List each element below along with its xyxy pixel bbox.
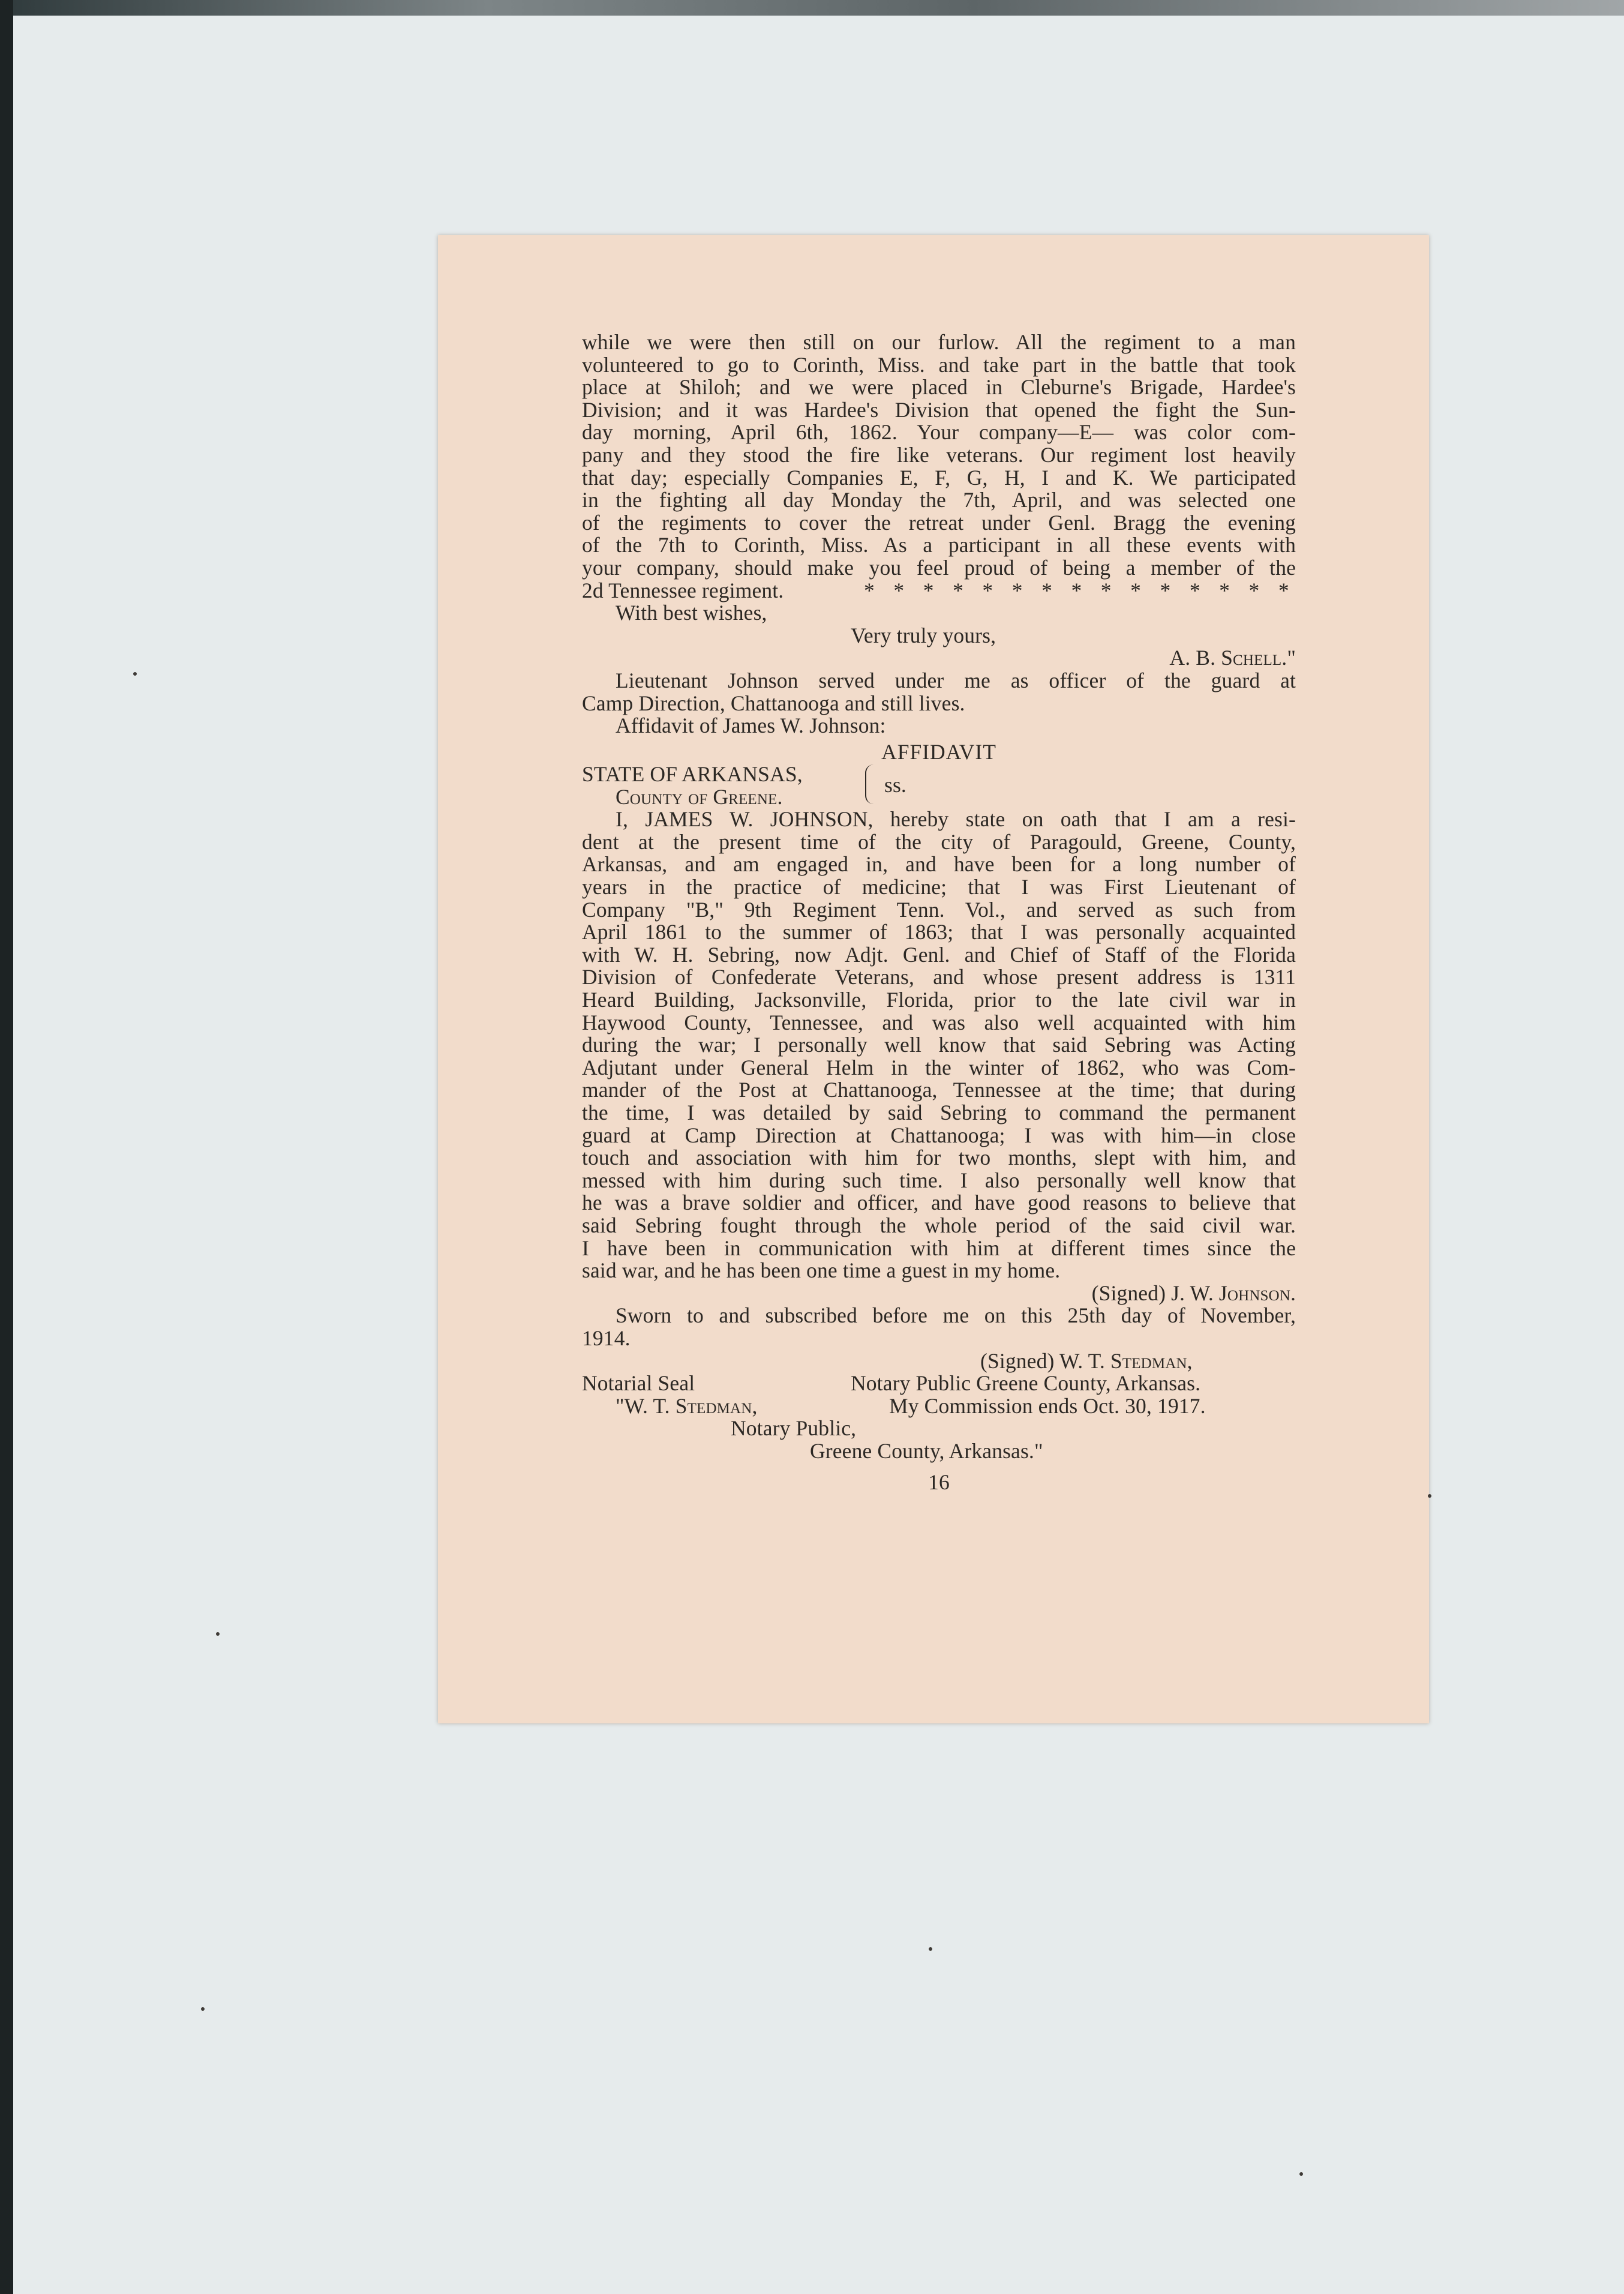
- letter-line: Division; and it was Hardee's Division that opened the fight the Sun-: [582, 397, 1296, 422]
- letter-last-line: [582, 580, 1296, 602]
- affidavit-line: messed with him during such time. I also personally well know that: [582, 1168, 1296, 1192]
- speck: [929, 1947, 932, 1951]
- affidavit-line: the time, I was detailed by said Sebring to command the permanent: [582, 1100, 1296, 1124]
- jurat-line: Sworn to and subscribed before me on this 25th day of November,: [616, 1303, 1296, 1328]
- affiant-signed-prefix: (Signed) J. W.: [1091, 1281, 1214, 1305]
- affidavit-line: I, JAMES W. JOHNSON, hereby state on oath that I am a resi-: [616, 807, 1296, 832]
- notary-signature: [582, 1350, 1296, 1373]
- letter-line: volunteered to go to Corinth, Miss. and take part in the battle that took: [582, 352, 1296, 377]
- ellipsis-stars: * * * * * * * * * * * * * * *: [864, 578, 1296, 602]
- notarial-seal-label: Notarial Seal: [582, 1371, 695, 1396]
- seal-name-text: Stedman,: [675, 1393, 758, 1418]
- affidavit-line: Haywood County, Tennessee, and was also well acquainted with him: [582, 1010, 1296, 1034]
- venue-brace: [865, 764, 877, 804]
- affidavit-line: Adjutant under General Helm in the winter of 1862, who was Com-: [582, 1055, 1296, 1079]
- notary-signed-name: Stedman,: [1110, 1348, 1193, 1373]
- affidavit-line: touch and association with him for two months, slept with him, and: [582, 1145, 1296, 1170]
- seal-name: [582, 1395, 889, 1418]
- speck: [1299, 2172, 1303, 2176]
- letter-line: your company, should make you feel proud of being a member of the: [582, 555, 1296, 580]
- page-number: 16: [928, 1470, 950, 1494]
- venue-county: County of Greene.: [616, 784, 783, 809]
- letter-line: day morning, April 6th, 1862. Your company—E— was color com-: [582, 420, 1296, 445]
- jurat-year: 1914.: [582, 1326, 631, 1350]
- affidavit-line: mander of the Post at Chattanooga, Tennessee at the time; that during: [582, 1078, 1296, 1102]
- speck: [216, 1632, 220, 1636]
- affidavit-line: years in the practice of medicine; that I was First Lieutenant of: [582, 875, 1296, 899]
- letter-last-text: 2d Tennessee regiment.: [582, 578, 784, 602]
- notary-commission: My Commission ends Oct. 30, 1917.: [889, 1393, 1206, 1418]
- affidavit-heading: AFFIDAVIT: [881, 739, 996, 764]
- narration: [582, 670, 1296, 737]
- narration-line: Lieutenant Johnson served under me as officer of the guard at: [616, 668, 1296, 692]
- scanner-top-edge: [0, 0, 1624, 16]
- letter-line: while we were then still on our furlow. All the regiment to a man: [582, 330, 1296, 354]
- notary-signed-prefix: (Signed) W. T.: [980, 1348, 1105, 1373]
- venue-state: STATE OF ARKANSAS,: [582, 762, 803, 787]
- affiant-signed-name: Johnson.: [1218, 1281, 1296, 1305]
- letter-line: that day; especially Companies E, F, G, H, I and K. We participated: [582, 465, 1296, 490]
- affidavit-line: Division of Confederate Veterans, and whose present address is 1311: [582, 965, 1296, 989]
- letter-valediction: Very truly yours,: [851, 623, 996, 647]
- signature-name: A. B. Schell.: [1169, 646, 1287, 670]
- affidavit-line: dent at the present time of the city of Paragould, Greene, County,: [582, 829, 1296, 854]
- affidavit-line: Arkansas, and am engaged in, and have been for a long number of: [582, 852, 1296, 877]
- affidavit-line: with W. H. Sebring, now Adjt. Genl. and Chief of Staff of the Florida: [582, 942, 1296, 967]
- notary-row-1: [582, 1372, 1296, 1395]
- affidavit-intro: Affidavit of James W. Johnson:: [616, 713, 886, 738]
- signature-close-quote: ": [1287, 646, 1296, 670]
- seal-title: Notary Public,: [731, 1416, 857, 1441]
- speck: [133, 672, 137, 676]
- affidavit-line: Heard Building, Jacksonville, Florida, prior to the late civil war in: [582, 988, 1296, 1012]
- affidavit-line: Company "B," 9th Regiment Tenn. Vol., and served as such from: [582, 897, 1296, 922]
- letter-line: place at Shiloh; and we were placed in Cleburne's Brigade, Hardee's: [582, 375, 1296, 400]
- affidavit-line: during the war; I personally well know that said Sebring was Acting: [582, 1033, 1296, 1057]
- notary-row-2: [582, 1395, 1296, 1418]
- letter-body: [582, 331, 1296, 670]
- affidavit-last-line: said war, and he has been one time a guest in my home.: [582, 1258, 1061, 1283]
- affidavit-body: [582, 808, 1296, 1350]
- affidavit-line: said Sebring fought through the whole period of the said civil war.: [582, 1213, 1296, 1237]
- document-page: [438, 235, 1429, 1723]
- letter-line: in the fighting all day Monday the 7th, April, and was selected one: [582, 488, 1296, 512]
- scanner-left-edge: [0, 0, 13, 2294]
- venue-block: [582, 763, 1296, 808]
- affidavit-line: guard at Camp Direction at Chattanooga; I was with him—in close: [582, 1123, 1296, 1147]
- seal-name-prefix: "W. T.: [616, 1393, 670, 1418]
- speck: [1428, 1494, 1431, 1498]
- affidavit-line: I have been in communication with him at different times since the: [582, 1236, 1296, 1260]
- letter-line: of the regiments to cover the retreat under Genl. Bragg the evening: [582, 510, 1296, 535]
- letter-closing: With best wishes,: [616, 601, 767, 625]
- affiant-signature: [582, 1282, 1296, 1305]
- venue-ss: ss.: [884, 773, 906, 797]
- affidavit-line: April 1861 to the summer of 1863; that I was personally acquainted: [582, 920, 1296, 944]
- letter-line: of the 7th to Corinth, Miss. As a participant in all these events with: [582, 533, 1296, 557]
- speck: [201, 2007, 205, 2011]
- seal-county: Greene County, Arkansas.": [810, 1438, 1043, 1463]
- page-text: [582, 331, 1296, 1494]
- letter-line: pany and they stood the fire like veterans. Our regiment lost heavily: [582, 442, 1296, 467]
- letter-signature: [582, 647, 1296, 670]
- notary-block: [582, 1350, 1296, 1463]
- notary-public-line: Notary Public Greene County, Arkansas.: [851, 1371, 1201, 1396]
- affidavit-line: he was a brave soldier and officer, and have good reasons to believe that: [582, 1191, 1296, 1215]
- narration-line: Camp Direction, Chattanooga and still lives.: [582, 691, 965, 715]
